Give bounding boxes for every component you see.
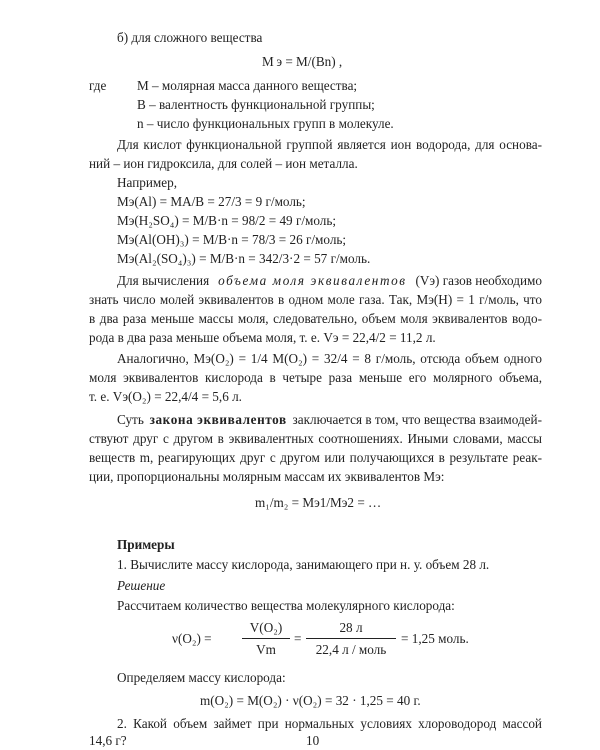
nu-equals: = bbox=[294, 631, 302, 646]
definition-b: В – валентность функциональной группы; bbox=[137, 97, 375, 112]
term-equivalent-volume: объема моля эквивалентов bbox=[218, 273, 407, 288]
fraction1-bar bbox=[242, 638, 290, 639]
page-number: 10 bbox=[306, 733, 320, 748]
fraction2-numerator: 28 л bbox=[339, 620, 363, 635]
nu-left: ν(O₂) = bbox=[172, 631, 212, 646]
fraction1-numerator: V(O₂) bbox=[249, 620, 283, 635]
case-b-label: б) для сложного вещества bbox=[117, 30, 263, 45]
paragraph-law-line1 bbox=[117, 410, 542, 429]
example-al2so43: Мэ(Al₂(SO₄)₃) = М/В·n = 342/3·2 = 57 г/моль. bbox=[117, 251, 371, 266]
fraction1-denominator: Vm bbox=[256, 642, 276, 657]
examples-heading: Примеры bbox=[117, 537, 175, 552]
formula-equivalent-mass: М э = М/(Вn) , bbox=[262, 54, 343, 69]
paragraph-volume-line3: в два раза меньше массы моля, следовательно, объем моля эквивалентов водо- bbox=[89, 311, 542, 326]
law-intro: Суть bbox=[117, 412, 144, 427]
paragraph-functional-group-line1: Для кислот функциональной группой является ион водорода, для основа- bbox=[117, 137, 542, 152]
problem-1: 1. Вычислите массу кислорода, занимающего при н. у. объем 28 л. bbox=[117, 557, 490, 572]
example-h2so4: Мэ(H₂SO₄) = М/В·n = 98/2 = 49 г/моль; bbox=[117, 213, 337, 228]
paragraph-oxygen-line2: моля эквивалентов кислорода в четыре раза меньше его молярного объема, bbox=[89, 370, 542, 385]
definition-n: n – число функциональных групп в молекуле. bbox=[137, 116, 394, 131]
where-label: где bbox=[89, 78, 107, 93]
problem-2-line2: 14,6 г? bbox=[89, 733, 127, 748]
fraction2-bar bbox=[306, 638, 396, 639]
solution-step-2: Определяем массу кислорода: bbox=[117, 670, 286, 685]
paragraph-oxygen-line1: Аналогично, Мэ(О₂) = 1/4 М(О₂) = 32/4 = 8 г/моль, отсюда объем одного bbox=[117, 351, 542, 366]
example-label: Например, bbox=[117, 175, 178, 190]
law-intro-end: заключается в том, что вещества взаимодей- bbox=[292, 412, 542, 427]
paragraph-law-line4: ции, пропорциональны молярным массам их эквивалентов Мэ: bbox=[89, 469, 445, 484]
paragraph-oxygen-line3: т. е. Vэ(О₂) = 22,4/4 = 5,6 л. bbox=[89, 389, 242, 404]
formula-law-ratio: m₁/m₂ = Mэ1/Mэ2 = … bbox=[255, 495, 382, 510]
paragraph-functional-group-line2: ний – ион гидроксила, для солей – ион металла. bbox=[89, 156, 358, 171]
definition-m: М – молярная масса данного вещества; bbox=[137, 78, 358, 93]
paragraph-law-line3: веществ m, реагирующих друг с другом или получающихся в результате реак- bbox=[89, 450, 542, 465]
solution-label: Решение bbox=[117, 578, 166, 593]
paragraph-volume-line2: знать число молей эквивалентов в одном моле газа. Так, Мэ(Н) = 1 г/моль, что bbox=[89, 292, 542, 307]
solution-step-1: Рассчитаем количество вещества молекулярного кислорода: bbox=[117, 598, 455, 613]
fraction2-denominator: 22,4 л / моль bbox=[315, 642, 387, 657]
term-law-of-equivalents: закона эквивалентов bbox=[149, 412, 287, 427]
volume-intro: Для вычисления bbox=[117, 273, 210, 288]
example-aloh3: Мэ(Al(OH)₃) = М/В·n = 78/3 = 26 г/моль; bbox=[117, 232, 347, 247]
paragraph-law-line2: ствуют друг с другом в эквивалентных соотношениях. Иными словами, массы bbox=[89, 431, 542, 446]
formula-mass: m(O₂) = M(O₂) · ν(O₂) = 32 · 1,25 = 40 г. bbox=[200, 693, 421, 708]
example-al: Мэ(Al) = МA/В = 27/3 = 9 г/моль; bbox=[117, 194, 306, 209]
volume-intro-end: (Vэ) газов необходимо bbox=[415, 273, 542, 288]
paragraph-volume-line4: рода в два раза меньше объема моля, т. е. Vэ = 22,4/2 = 11,2 л. bbox=[89, 330, 436, 345]
nu-result: = 1,25 моль. bbox=[401, 631, 469, 646]
paragraph-volume-line1 bbox=[117, 271, 542, 290]
problem-2-line1: 2. Какой объем займет при нормальных условиях хлороводород массой bbox=[117, 716, 542, 731]
